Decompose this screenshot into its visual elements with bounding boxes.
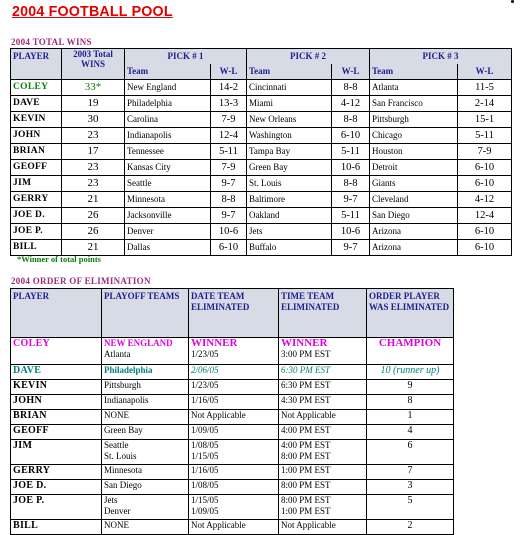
elimination-date-cell xyxy=(189,425,279,440)
elimination-date: 1/15/05 xyxy=(191,451,219,461)
elimination-date: 1/23/05 xyxy=(191,349,219,359)
player-name: COLEY xyxy=(11,338,102,365)
pick3-team: Chicago xyxy=(370,128,458,144)
table-row xyxy=(11,495,454,520)
playoff-team: Green Bay xyxy=(104,425,143,435)
pick1-team: Tennessee xyxy=(125,144,211,160)
col-header-pick3: PICK # 3 xyxy=(370,49,512,65)
elimination-date: 1/15/05 xyxy=(191,495,219,505)
playoff-team: Jets xyxy=(104,495,118,505)
page-title: 2004 FOOTBALL POOL xyxy=(12,3,173,20)
player-name: JOHN xyxy=(11,395,102,410)
col-header-player: PLAYER xyxy=(11,49,62,80)
elimination-time-cell xyxy=(279,380,367,395)
player-name: KEVIN xyxy=(11,380,102,395)
elimination-date: WINNER xyxy=(191,337,238,349)
elimination-order: 4 xyxy=(367,425,454,440)
elimination-time-cell xyxy=(279,465,367,480)
elimination-date-cell xyxy=(189,380,279,395)
elimination-time-cell xyxy=(279,395,367,410)
total-wins: 30 xyxy=(62,112,125,128)
table-row xyxy=(11,80,512,96)
pick1-team: Philadelphia xyxy=(125,96,211,112)
elimination-date-cell xyxy=(189,465,279,480)
player-name: JOE D. xyxy=(11,208,62,224)
player-name: KEVIN xyxy=(11,112,62,128)
pick1-team: Carolina xyxy=(125,112,211,128)
table-row xyxy=(11,144,512,160)
elimination-order: 10 (runner up) xyxy=(367,365,454,380)
elimination-time-cell xyxy=(279,440,367,465)
pick1-record: 9-7 xyxy=(211,176,247,192)
playoff-team-cell xyxy=(102,495,189,520)
elimination-order: 2 xyxy=(367,520,454,535)
playoff-team-cell xyxy=(102,425,189,440)
col-header-team: Team xyxy=(370,64,458,80)
pick3-record: 7-9 xyxy=(458,144,512,160)
pick2-record: 9-7 xyxy=(332,240,370,256)
pick2-record: 5-11 xyxy=(332,208,370,224)
playoff-team-cell xyxy=(102,380,189,395)
elimination-date: 1/08/05 xyxy=(191,440,219,450)
table-row xyxy=(11,380,454,395)
pick2-team: Cincinnati xyxy=(247,80,332,96)
elimination-time-cell xyxy=(279,410,367,425)
pick1-record: 8-8 xyxy=(211,192,247,208)
pick3-record: 6-10 xyxy=(458,160,512,176)
table-row xyxy=(11,480,454,495)
total-wins: 21 xyxy=(62,192,125,208)
total-wins: 33* xyxy=(62,80,125,96)
table-row xyxy=(11,440,454,465)
elimination-time: 6:30 PM EST xyxy=(281,365,330,375)
pick1-record: 10-6 xyxy=(211,224,247,240)
playoff-team: Minnesota xyxy=(104,465,142,475)
elimination-date: 1/09/05 xyxy=(191,506,219,516)
elimination-time: 4:00 PM EST xyxy=(281,425,331,435)
pick3-team: Pittsburgh xyxy=(370,112,458,128)
playoff-team: Atlanta xyxy=(104,349,131,359)
col-header-wl: W-L xyxy=(332,64,370,80)
elimination-time: 1:00 PM EST xyxy=(281,465,331,475)
pick3-record: 6-10 xyxy=(458,176,512,192)
elimination-time-cell xyxy=(279,338,367,365)
pick2-record: 10-6 xyxy=(332,224,370,240)
player-name: DAVE xyxy=(11,96,62,112)
total-wins: 21 xyxy=(62,240,125,256)
total-wins: 23 xyxy=(62,128,125,144)
player-name: DAVE xyxy=(11,365,102,380)
pick2-record: 8-8 xyxy=(332,80,370,96)
elimination-time: 6:30 PM EST xyxy=(281,380,331,390)
playoff-team-cell xyxy=(102,395,189,410)
elimination-date-cell xyxy=(189,410,279,425)
pick1-team: Indianapolis xyxy=(125,128,211,144)
table-row xyxy=(11,395,454,410)
total-wins: 23 xyxy=(62,176,125,192)
col-header-wl: W-L xyxy=(458,64,512,80)
table-row xyxy=(11,425,454,440)
pick3-record: 4-12 xyxy=(458,192,512,208)
col-header-time: TIME TEAM ELIMINATED xyxy=(279,289,367,338)
elimination-time-cell xyxy=(279,425,367,440)
total-wins: 26 xyxy=(62,208,125,224)
col-header-player: PLAYER xyxy=(11,289,102,338)
col-header-wl: W-L xyxy=(211,64,247,80)
player-name: COLEY xyxy=(11,80,62,96)
col-header-pick1: PICK # 1 xyxy=(125,49,247,65)
table-row xyxy=(11,96,512,112)
elimination-order: 7 xyxy=(367,465,454,480)
pick3-team: Detroit xyxy=(370,160,458,176)
table-row xyxy=(11,128,512,144)
corner-mark xyxy=(511,0,514,3)
pick1-team: New England xyxy=(125,80,211,96)
elimination-time-cell xyxy=(279,495,367,520)
section-total-wins-heading: 2004 TOTAL WINS xyxy=(11,37,92,47)
pick1-team: Kansas City xyxy=(125,160,211,176)
playoff-team: Indianapolis xyxy=(104,395,149,405)
pick2-team: Oakland xyxy=(247,208,332,224)
col-header-team: Team xyxy=(125,64,211,80)
table-row xyxy=(11,365,454,380)
elimination-table xyxy=(10,288,454,535)
playoff-team: Philadelphia xyxy=(104,365,153,375)
winner-footnote: *Winner of total points xyxy=(17,254,101,264)
elimination-date-cell xyxy=(189,480,279,495)
elimination-date: Not Applicable xyxy=(191,520,246,530)
elimination-date-cell xyxy=(189,520,279,535)
col-header-playoff-teams: PLAYOFF TEAMS xyxy=(102,289,189,338)
col-header-date: DATE TEAM ELIMINATED xyxy=(189,289,279,338)
pick3-team: San Diego xyxy=(370,208,458,224)
playoff-team: NONE xyxy=(104,520,129,530)
player-name: BILL xyxy=(11,240,62,256)
pick3-record: 12-4 xyxy=(458,208,512,224)
elimination-time: Not Applicable xyxy=(281,520,336,530)
player-name: JOHN xyxy=(11,128,62,144)
elimination-time: 8:00 PM EST xyxy=(281,495,331,505)
elimination-header-row xyxy=(11,289,454,338)
pick1-record: 14-2 xyxy=(211,80,247,96)
playoff-team: San Diego xyxy=(104,480,142,490)
pick3-team: Cleveland xyxy=(370,192,458,208)
total-wins-table xyxy=(10,48,512,256)
elimination-order: 1 xyxy=(367,410,454,425)
elimination-date: 1/16/05 xyxy=(191,465,219,475)
pick3-record: 6-10 xyxy=(458,224,512,240)
pick3-team: Arizona xyxy=(370,224,458,240)
pick1-team: Minnesota xyxy=(125,192,211,208)
table-row xyxy=(11,338,454,365)
table-row xyxy=(11,176,512,192)
elimination-time: 4:00 PM EST xyxy=(281,440,331,450)
table-row xyxy=(11,112,512,128)
elimination-order: CHAMPION xyxy=(367,338,454,365)
total-wins: 23 xyxy=(62,160,125,176)
playoff-team-cell xyxy=(102,338,189,365)
elimination-order: 8 xyxy=(367,395,454,410)
pick2-team: Green Bay xyxy=(247,160,332,176)
playoff-team-cell xyxy=(102,365,189,380)
elimination-time-cell xyxy=(279,520,367,535)
elimination-date: 2/06/05 xyxy=(191,365,219,375)
pick1-record: 5-11 xyxy=(211,144,247,160)
table-row xyxy=(11,192,512,208)
pick1-record: 12-4 xyxy=(211,128,247,144)
playoff-team: St. Louis xyxy=(104,451,137,461)
pick3-record: 15-1 xyxy=(458,112,512,128)
elimination-date-cell xyxy=(189,365,279,380)
player-name: JOE P. xyxy=(11,224,62,240)
pick2-record: 8-8 xyxy=(332,176,370,192)
total-wins: 19 xyxy=(62,96,125,112)
elimination-time-cell xyxy=(279,365,367,380)
pick3-record: 11-5 xyxy=(458,80,512,96)
pick2-record: 4-12 xyxy=(332,96,370,112)
player-name: GEOFF xyxy=(11,160,62,176)
player-name: BILL xyxy=(11,520,102,535)
pick2-team: Buffalo xyxy=(247,240,332,256)
playoff-team: Seattle xyxy=(104,440,129,450)
player-name: GEOFF xyxy=(11,425,102,440)
elimination-date: 1/09/05 xyxy=(191,425,219,435)
elimination-date-cell xyxy=(189,495,279,520)
elimination-date: 1/08/05 xyxy=(191,480,219,490)
playoff-team: Denver xyxy=(104,506,131,516)
pick3-team: Houston xyxy=(370,144,458,160)
pick2-record: 6-10 xyxy=(332,128,370,144)
playoff-team: NEW ENGLAND xyxy=(104,338,173,348)
playoff-team-cell xyxy=(102,410,189,425)
pick3-team: Atlanta xyxy=(370,80,458,96)
pick3-record: 5-11 xyxy=(458,128,512,144)
pick1-team: Seattle xyxy=(125,176,211,192)
elimination-order: 9 xyxy=(367,380,454,395)
pick3-record: 6-10 xyxy=(458,240,512,256)
section-elimination-heading: 2004 ORDER OF ELIMINATION xyxy=(11,276,151,286)
player-name: JOE P. xyxy=(11,495,102,520)
pick1-team: Denver xyxy=(125,224,211,240)
pick2-record: 8-8 xyxy=(332,112,370,128)
pick1-team: Dallas xyxy=(125,240,211,256)
playoff-team: Pittsburgh xyxy=(104,380,141,390)
elimination-date-cell xyxy=(189,440,279,465)
total-wins: 17 xyxy=(62,144,125,160)
col-header-wins: 2003 Total WINS xyxy=(62,49,125,80)
elimination-time: Not Applicable xyxy=(281,410,336,420)
pick1-record: 7-9 xyxy=(211,112,247,128)
pick2-record: 5-11 xyxy=(332,144,370,160)
elimination-time: 3:00 PM EST xyxy=(281,349,331,359)
player-name: BRIAN xyxy=(11,144,62,160)
pick2-team: Washington xyxy=(247,128,332,144)
pick2-record: 9-7 xyxy=(332,192,370,208)
table-row xyxy=(11,520,454,535)
elimination-time: 4:30 PM EST xyxy=(281,395,331,405)
pick3-team: Giants xyxy=(370,176,458,192)
playoff-team-cell xyxy=(102,440,189,465)
pick2-record: 10-6 xyxy=(332,160,370,176)
elimination-date: Not Applicable xyxy=(191,410,246,420)
pick2-team: Tampa Bay xyxy=(247,144,332,160)
col-header-order: ORDER PLAYER WAS ELIMINATED xyxy=(367,289,454,338)
elimination-order: 6 xyxy=(367,440,454,465)
table-row xyxy=(11,160,512,176)
elimination-date: 1/16/05 xyxy=(191,395,219,405)
player-name: BRIAN xyxy=(11,410,102,425)
elimination-time: 1:00 PM EST xyxy=(281,506,331,516)
elimination-order: 5 xyxy=(367,495,454,520)
pick3-team: San Francisco xyxy=(370,96,458,112)
pick2-team: Jets xyxy=(247,224,332,240)
pick2-team: New Orleans xyxy=(247,112,332,128)
col-header-team: Team xyxy=(247,64,332,80)
player-name: GERRY xyxy=(11,192,62,208)
pick2-team: Baltimore xyxy=(247,192,332,208)
elimination-time: 8:00 PM EST xyxy=(281,480,331,490)
col-header-pick2: PICK # 2 xyxy=(247,49,370,65)
elimination-date-cell xyxy=(189,395,279,410)
elimination-order: 3 xyxy=(367,480,454,495)
pick1-team: Jacksonville xyxy=(125,208,211,224)
table-row xyxy=(11,410,454,425)
pick1-record: 13-3 xyxy=(211,96,247,112)
pick1-record: 7-9 xyxy=(211,160,247,176)
pick1-record: 6-10 xyxy=(211,240,247,256)
player-name: JIM xyxy=(11,440,102,465)
elimination-date: 1/23/05 xyxy=(191,380,219,390)
total-wins-header-row xyxy=(11,49,512,65)
playoff-team: NONE xyxy=(104,410,129,420)
total-wins: 26 xyxy=(62,224,125,240)
playoff-team-cell xyxy=(102,520,189,535)
pick3-record: 2-14 xyxy=(458,96,512,112)
pick1-record: 9-7 xyxy=(211,208,247,224)
table-row xyxy=(11,224,512,240)
player-name: JIM xyxy=(11,176,62,192)
playoff-team-cell xyxy=(102,465,189,480)
pick2-team: St. Louis xyxy=(247,176,332,192)
player-name: JOE D. xyxy=(11,480,102,495)
elimination-time: WINNER xyxy=(281,337,328,349)
pick2-team: Miami xyxy=(247,96,332,112)
elimination-date-cell xyxy=(189,338,279,365)
elimination-time: 8:00 PM EST xyxy=(281,451,331,461)
elimination-time-cell xyxy=(279,480,367,495)
player-name: GERRY xyxy=(11,465,102,480)
playoff-team-cell xyxy=(102,480,189,495)
table-row xyxy=(11,465,454,480)
pick3-team: Arizona xyxy=(370,240,458,256)
table-row xyxy=(11,208,512,224)
